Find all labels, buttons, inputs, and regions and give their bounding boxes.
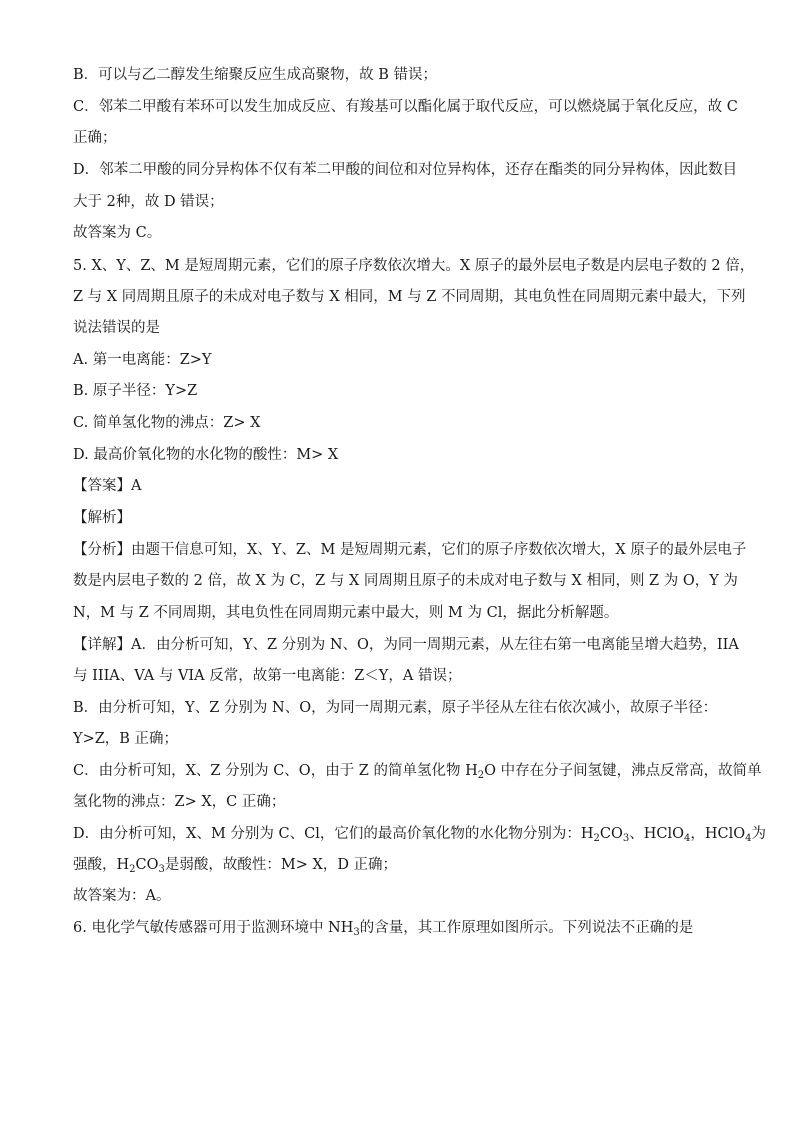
text-line: 大于 2种，故 D 错误； [73, 194, 224, 210]
question-5-stem: 说法错误的是 [73, 320, 160, 336]
text-line: B．可以与乙二醇发生缩聚反应生成高聚物，故 B 错误； [73, 67, 438, 83]
detail-text: 与 IIIA、VA 与 VIA 反常，故第一电离能：Z＜Y，A 错误； [73, 668, 462, 684]
question-6-stem: 6. 电化学气敏传感器可用于监测环境中 $NH_3$的含量，其工作原理如图所示。下列说法不正确的是 [73, 920, 694, 938]
detail-text: C．由分析可知，X、Z 分别为 C、O，由于 Z 的简单氢化物 $H_2O$ 中存在分子间氢键，沸点反常高，故简单 [73, 763, 762, 781]
analysis-text: 数是内层电子数的 2 倍，故 X 为 C，Z 与 X 同周期且原子的未成对电子数与 X 相同，则 Z 为 O，Y 为 [73, 573, 738, 589]
detail-text: D．由分析可知，X、M 分别为 C、Cl，它们的最高价氧化物的水化物分别为：$H_2CO_3$、HClO$_4$，HClO$_4$为 [73, 826, 766, 844]
option-b: B. 原子半径：Y>Z [73, 383, 198, 399]
detail-text: 故答案为：A。 [73, 888, 171, 904]
detail-text: 氢化物的沸点：Z> X，C 正确； [73, 794, 286, 810]
option-c: C. 简单氢化物的沸点：Z> X [73, 415, 261, 431]
text-line: C．邻苯二甲酸有苯环可以发生加成反应、有羧基可以酯化属于取代反应，可以燃烧属于氧化反应，故 C [73, 99, 738, 115]
answer-label: 【答案】A [73, 478, 142, 494]
detail-text: Y>Z，B 正确； [73, 731, 179, 747]
option-d: D. 最高价氧化物的水化物的酸性：M> X [73, 447, 339, 463]
text-line: 正确； [73, 130, 117, 146]
detail-text: 【详解】A．由分析可知，Y、Z 分别为 N、O，为同一周期元素，从左往右第一电离能呈增大趋势，IIA [73, 637, 739, 653]
analysis-text: 【分析】由题干信息可知，X、Y、Z、M 是短周期元素，它们的原子序数依次增大，X 原子的最外层电子 [73, 542, 747, 558]
text-line: 故答案为 C。 [73, 225, 162, 241]
analysis-text: N，M 与 Z 不同周期，其电负性在同周期元素中最大，则 M 为 Cl，据此分析解题。 [73, 605, 619, 621]
text-line: D．邻苯二甲酸的同分异构体不仅有苯二甲酸的间位和对位异构体，还存在酯类的同分异构体，因此数目 [73, 162, 738, 178]
detail-text: B．由分析可知，Y、Z 分别为 N、O，为同一周期元素，原子半径从左往右依次减小，故原子半径： [73, 700, 718, 716]
question-5-stem: 5. X、Y、Z、M 是短周期元素，它们的原子序数依次增大。X 原子的最外层电子数是内层电子数的 2 倍， [73, 258, 755, 274]
question-5-stem: Z 与 X 同周期且原子的未成对电子数与 X 相同，M 与 Z 不同周期，其电负性在同周期元素中最大，下列 [73, 289, 746, 305]
detail-text: 强酸，$H_2CO_3$是弱酸，故酸性：M> X，D 正确； [73, 857, 398, 875]
option-a: A. 第一电离能：Z>Y [73, 352, 212, 368]
analysis-heading: 【解析】 [73, 510, 131, 526]
